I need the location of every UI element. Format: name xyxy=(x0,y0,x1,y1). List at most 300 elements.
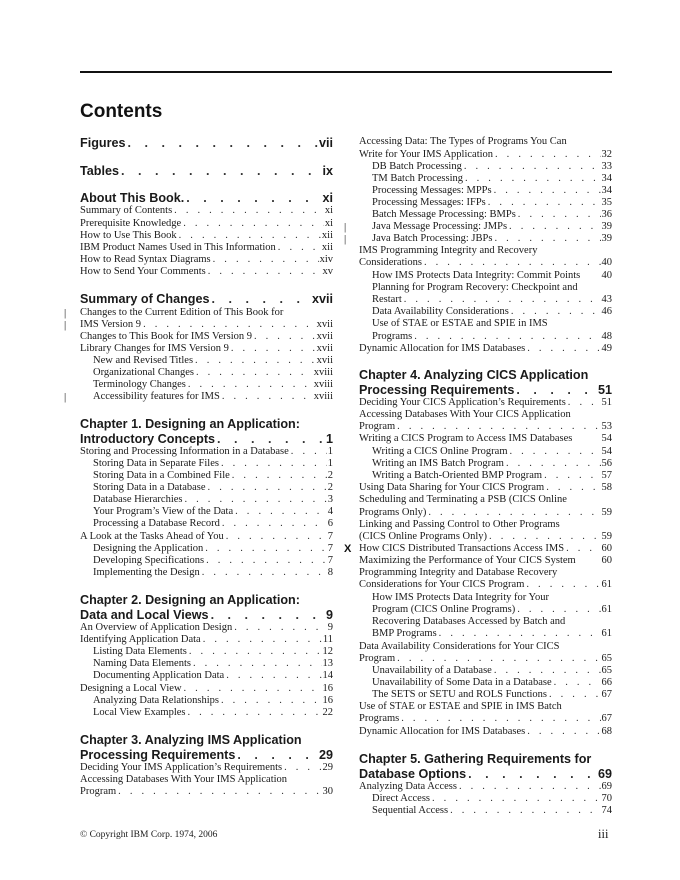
toc-entry-page: xi xyxy=(322,191,333,205)
toc-entry[interactable] xyxy=(80,518,333,530)
toc-entry[interactable] xyxy=(359,726,612,738)
toc-entry[interactable] xyxy=(80,432,333,447)
toc-entry-title: Accessing Databases With Your IMS Application xyxy=(80,774,288,785)
toc-entry-title: Chapter 5. Gathering Requirements for xyxy=(359,752,592,766)
dot-leader xyxy=(187,646,322,658)
toc-entry-title: Writing an IMS Batch Program xyxy=(372,457,504,469)
toc-entry[interactable] xyxy=(359,149,612,161)
dot-leader xyxy=(448,805,600,817)
toc-entry-title: An Overview of Application Design xyxy=(80,621,233,633)
toc-entry[interactable] xyxy=(80,622,333,634)
toc-entry-page: 58 xyxy=(601,481,612,493)
toc-entry[interactable] xyxy=(80,446,333,458)
dot-leader xyxy=(544,482,600,494)
toc-entry-page: 1 xyxy=(327,445,333,457)
toc-entry-title: Maximizing the Performance of Your CICS System xyxy=(359,554,576,566)
dot-leader xyxy=(191,658,322,670)
dot-leader xyxy=(507,446,600,458)
toc-entry-page: 39 xyxy=(601,220,612,232)
toc-entry[interactable] xyxy=(80,417,333,432)
dot-leader xyxy=(276,242,321,254)
toc-entry[interactable] xyxy=(80,343,333,355)
dot-leader xyxy=(201,634,322,646)
toc-entry-page: 70 xyxy=(601,792,612,804)
toc-entry-title: Chapter 4. Analyzing CICS Application xyxy=(359,368,589,382)
toc-entry-title: Chapter 3. Analyzing IMS Application xyxy=(80,733,302,747)
revision-bar: | xyxy=(64,391,67,403)
toc-entry[interactable] xyxy=(80,266,333,278)
toc-entry[interactable] xyxy=(359,482,612,494)
toc-entry[interactable] xyxy=(359,781,612,793)
dot-leader xyxy=(181,218,324,230)
dot-leader xyxy=(566,397,601,409)
toc-entry-title: Implementing the Design xyxy=(93,566,200,578)
dot-leader xyxy=(119,164,322,179)
toc-entry[interactable] xyxy=(359,793,612,805)
toc-entry-page: 61 xyxy=(601,603,612,615)
toc-entry[interactable] xyxy=(80,254,333,266)
toc-entry[interactable] xyxy=(80,506,333,518)
toc-entry[interactable] xyxy=(80,136,333,151)
toc-entry-title: Library Changes for IMS Version 9 xyxy=(80,342,229,354)
dot-leader xyxy=(219,458,327,470)
toc-entry[interactable] xyxy=(359,579,612,591)
toc-entry[interactable] xyxy=(80,355,333,367)
dot-leader xyxy=(462,161,601,173)
toc-entry[interactable] xyxy=(80,707,333,719)
toc-entry-title: Listing Data Elements xyxy=(93,645,187,657)
toc-entry-title: Introductory Concepts xyxy=(80,432,216,446)
toc-entry[interactable] xyxy=(359,592,612,604)
toc-entry[interactable] xyxy=(359,409,612,421)
toc-entry[interactable] xyxy=(80,331,333,343)
toc-entry[interactable] xyxy=(80,683,333,695)
toc-entry-title: Changes to This Book for IMS Version 9 xyxy=(80,330,252,342)
toc-entry-title: Deciding Your IMS Application’s Requirements xyxy=(80,761,283,773)
toc-entry[interactable] xyxy=(359,282,612,294)
toc-entry[interactable] xyxy=(359,233,612,245)
toc-entry-title: Recovering Databases Accessed by Batch and xyxy=(372,616,566,627)
toc-entry-title: TM Batch Processing xyxy=(372,172,463,184)
toc-entry-title: Processing a Database Record xyxy=(93,517,220,529)
toc-entry[interactable] xyxy=(80,543,333,555)
toc-entry-page: 40 xyxy=(601,269,612,281)
toc-entry[interactable] xyxy=(80,531,333,543)
toc-entry-page: 65 xyxy=(601,652,612,664)
toc-entry[interactable] xyxy=(359,470,612,482)
dot-leader xyxy=(186,379,313,391)
revision-bar: | xyxy=(344,221,347,233)
toc-entry-title: Storing and Processing Information in a Database xyxy=(80,445,289,457)
dot-leader xyxy=(422,257,601,269)
toc-entry-page: 32 xyxy=(601,148,612,160)
toc-entry-title: Analyzing Data Access xyxy=(359,780,457,792)
toc-entry[interactable] xyxy=(359,343,612,355)
toc-entry[interactable] xyxy=(80,205,333,217)
toc-entry-title: Unavailability of a Database xyxy=(372,664,492,676)
revision-bar: | xyxy=(64,307,67,319)
toc-entry[interactable] xyxy=(359,136,612,148)
toc-entry[interactable] xyxy=(359,245,612,257)
toc-entry[interactable] xyxy=(359,805,612,817)
toc-entry-page: 22 xyxy=(322,706,333,718)
toc-entry-title: How to Read Syntax Diagrams xyxy=(80,253,211,265)
dot-leader xyxy=(204,555,327,567)
toc-entry-title: Your Program’s View of the Data xyxy=(93,505,234,517)
toc-entry-page: 43 xyxy=(601,293,612,305)
dot-leader xyxy=(232,622,327,634)
toc-entry[interactable] xyxy=(359,270,612,282)
toc-entry-title: Designing the Application xyxy=(93,542,204,554)
toc-entry[interactable] xyxy=(80,319,333,331)
toc-entry-title: Processing Messages: IFPs xyxy=(372,196,486,208)
dot-leader xyxy=(209,608,325,623)
toc-entry-page: 1 xyxy=(325,432,333,446)
toc-entry[interactable] xyxy=(359,494,612,506)
toc-entry[interactable] xyxy=(80,748,333,763)
toc-entry-title: Prerequisite Knowledge xyxy=(80,217,182,229)
toc-entry[interactable] xyxy=(80,494,333,506)
toc-entry-title: About This Book. xyxy=(80,191,185,205)
toc-entry-page: 69 xyxy=(597,767,612,781)
toc-entry[interactable] xyxy=(359,397,612,409)
toc-entry[interactable] xyxy=(359,567,612,579)
toc-entry-title: Deciding Your CICS Application’s Requirements xyxy=(359,396,566,408)
toc-entry[interactable] xyxy=(359,221,612,233)
toc-entry-title: Processing Requirements xyxy=(80,748,236,762)
toc-entry-title: Summary of Changes xyxy=(80,292,210,306)
toc-entry-title: Terminology Changes xyxy=(93,378,186,390)
toc-entry[interactable] xyxy=(359,752,612,767)
toc-entry-title: Dynamic Allocation for IMS Databases xyxy=(359,725,526,737)
dot-leader xyxy=(516,209,601,221)
toc-entry-title: How to Use This Book xyxy=(80,229,177,241)
toc-entry-page: 34 xyxy=(601,172,612,184)
toc-entry[interactable] xyxy=(359,161,612,173)
toc-entry[interactable] xyxy=(80,164,333,179)
toc-entry[interactable] xyxy=(80,458,333,470)
toc-entry-page: 36 xyxy=(601,208,612,220)
toc-entry-title: Processing Requirements xyxy=(359,383,515,397)
revision-bar: | xyxy=(64,319,67,331)
dot-leader xyxy=(463,173,601,185)
toc-entry-page: 51 xyxy=(597,383,612,397)
dot-leader xyxy=(229,343,316,355)
toc-entry-page: 49 xyxy=(601,342,612,354)
toc-entry[interactable] xyxy=(359,701,612,713)
toc-entry[interactable] xyxy=(80,646,333,658)
page-title: Contents xyxy=(80,101,163,122)
toc-entry-page: 7 xyxy=(327,554,333,566)
toc-entry-title: Programs xyxy=(372,330,413,342)
toc-entry-page: 65 xyxy=(601,664,612,676)
toc-entry-page: 51 xyxy=(601,396,612,408)
toc-entry[interactable] xyxy=(80,292,333,307)
toc-entry-page: 54 xyxy=(601,445,612,457)
toc-entry[interactable] xyxy=(359,677,612,689)
toc-entry-title: Write for Your IMS Application xyxy=(359,148,494,160)
toc-entry[interactable] xyxy=(359,641,612,653)
toc-entry[interactable] xyxy=(359,331,612,343)
toc-entry-title: How IMS Protects Data Integrity for Your xyxy=(372,592,550,603)
toc-entry[interactable] xyxy=(359,368,612,383)
toc-entry[interactable] xyxy=(359,318,612,330)
change-x-marker: X xyxy=(344,543,352,555)
toc-entry[interactable] xyxy=(359,543,612,555)
toc-entry-title: A Look at the Tasks Ahead of You xyxy=(80,530,224,542)
dot-leader xyxy=(182,683,322,695)
toc-entry-page: ix xyxy=(322,164,333,178)
toc-entry[interactable] xyxy=(80,774,333,786)
toc-entry-title: Processing Messages: MPPs xyxy=(372,184,492,196)
dot-leader xyxy=(524,579,600,591)
toc-entry[interactable] xyxy=(80,593,333,608)
toc-entry-page: 34 xyxy=(601,184,612,196)
toc-entry-title: Planning for Program Recovery: Checkpoint and xyxy=(372,282,578,293)
dot-leader xyxy=(220,518,327,530)
dot-leader xyxy=(492,185,601,197)
page-number: iii xyxy=(598,827,609,841)
toc-entry[interactable] xyxy=(80,634,333,646)
dot-leader xyxy=(185,707,321,719)
toc-entry-page: 61 xyxy=(601,627,612,639)
toc-entry-page: 35 xyxy=(601,196,612,208)
toc-entry[interactable] xyxy=(80,191,333,206)
dot-leader xyxy=(289,446,327,458)
dot-leader xyxy=(486,197,601,209)
toc-entry-title: Documenting Application Data xyxy=(93,669,225,681)
toc-entry[interactable] xyxy=(359,185,612,197)
toc-entry-page: 12 xyxy=(322,645,333,657)
dot-leader xyxy=(184,191,321,206)
toc-entry-title: Writing a Batch-Oriented BMP Program xyxy=(372,469,543,481)
toc-entry[interactable] xyxy=(80,482,333,494)
toc-entry-page: 16 xyxy=(322,682,333,694)
toc-entry-page: 29 xyxy=(318,748,333,762)
toc-entry-page: 1 xyxy=(327,457,333,469)
toc-entry-page: 59 xyxy=(601,506,612,518)
toc-entry[interactable] xyxy=(80,379,333,391)
dot-leader xyxy=(430,793,600,805)
dot-leader xyxy=(507,221,600,233)
toc-entry-title: Sequential Access xyxy=(372,804,449,816)
toc-entry-page: vii xyxy=(318,136,333,150)
toc-entry-title: Data and Local Views xyxy=(80,608,209,622)
toc-entry-page: xii xyxy=(321,229,333,241)
toc-entry-page: 69 xyxy=(601,780,612,792)
toc-entry-title: Developing Specifications xyxy=(93,554,205,566)
toc-entry[interactable] xyxy=(359,458,612,470)
toc-entry-title: Designing a Local View xyxy=(80,682,182,694)
toc-entry-page: 2 xyxy=(327,469,333,481)
toc-entry-title: Identifying Application Data xyxy=(80,633,201,645)
toc-entry-page: 30 xyxy=(322,785,333,797)
dot-leader xyxy=(116,786,321,798)
toc-entry-page: 46 xyxy=(601,305,612,317)
toc-entry[interactable] xyxy=(359,689,612,701)
toc-entry-page: 68 xyxy=(601,725,612,737)
toc-entry-page: 57 xyxy=(601,469,612,481)
dot-leader xyxy=(514,383,597,398)
toc-entry[interactable] xyxy=(359,306,612,318)
toc-entry-title: Naming Data Elements xyxy=(93,657,191,669)
toc-entry-title: Java Message Processing: JMPs xyxy=(372,220,508,232)
toc-entry-title: Analyzing Data Relationships xyxy=(93,694,219,706)
toc-entry[interactable] xyxy=(359,294,612,306)
toc-entry[interactable] xyxy=(80,695,333,707)
toc-entry[interactable] xyxy=(80,242,333,254)
dot-leader xyxy=(487,531,600,543)
toc-entry[interactable] xyxy=(359,604,612,616)
dot-leader xyxy=(547,689,601,701)
toc-entry[interactable] xyxy=(80,670,333,682)
toc-entry[interactable] xyxy=(80,391,333,403)
toc-entry-page: xvii xyxy=(316,354,333,366)
toc-entry[interactable] xyxy=(359,665,612,677)
toc-entry-title: Storing Data in a Database xyxy=(93,481,206,493)
toc-entry-page: xi xyxy=(324,204,333,216)
dot-leader xyxy=(525,343,600,355)
toc-entry[interactable] xyxy=(359,507,612,519)
toc-entry[interactable] xyxy=(359,433,612,445)
toc-entry-page: 56 xyxy=(601,457,612,469)
toc-entry-title: Storing Data in a Combined File xyxy=(93,469,230,481)
toc-entry[interactable] xyxy=(359,197,612,209)
toc-entry[interactable] xyxy=(359,767,612,782)
toc-entry[interactable] xyxy=(359,519,612,531)
dot-leader xyxy=(515,604,600,616)
dot-leader xyxy=(172,205,324,217)
dot-leader xyxy=(194,367,313,379)
toc-entry-title: Scheduling and Terminating a PSB (CICS Online xyxy=(359,494,567,505)
toc-entry-title: Writing a CICS Program to Access IMS Databases xyxy=(359,432,573,444)
toc-entry-title: Summary of Contents xyxy=(80,204,173,216)
dot-leader xyxy=(200,567,327,579)
toc-entry[interactable] xyxy=(359,446,612,458)
toc-entry[interactable] xyxy=(80,470,333,482)
toc-entry[interactable] xyxy=(359,421,612,433)
toc-entry[interactable] xyxy=(80,367,333,379)
toc-entry-title: Considerations xyxy=(359,256,422,268)
toc-entry-title: Chapter 1. Designing an Application: xyxy=(80,417,300,431)
dot-leader xyxy=(509,306,601,318)
toc-entry-page: 66 xyxy=(601,676,612,688)
toc-entry-page: 67 xyxy=(601,688,612,700)
dot-leader xyxy=(141,319,316,331)
toc-entry-title: IMS Programming Integrity and Recovery xyxy=(359,245,538,256)
toc-entry-title: Program xyxy=(359,420,396,432)
toc-entry-page: 60 xyxy=(601,542,612,554)
toc-entry-page: 13 xyxy=(322,657,333,669)
dot-leader xyxy=(233,506,327,518)
toc-entry[interactable] xyxy=(80,555,333,567)
dot-leader xyxy=(402,294,601,306)
toc-entry-title: Chapter 2. Designing an Application: xyxy=(80,593,300,607)
dot-leader xyxy=(235,748,318,763)
toc-entry[interactable] xyxy=(80,567,333,579)
toc-entry-title: The SETS or SETU and ROLS Functions xyxy=(372,688,547,700)
toc-entry-title: How CICS Distributed Transactions Access IMS xyxy=(359,542,565,554)
toc-entry-page: 74 xyxy=(601,804,612,816)
dot-leader xyxy=(252,331,316,343)
toc-entry[interactable] xyxy=(80,733,333,748)
toc-entry-title: Database Hierarchies xyxy=(93,493,183,505)
toc-entry-page: 54 xyxy=(601,432,612,444)
toc-entry-page: xii xyxy=(321,241,333,253)
toc-entry-title: Program (CICS Online Programs) xyxy=(372,603,516,615)
toc-entry-page: 2 xyxy=(327,481,333,493)
toc-entry[interactable] xyxy=(359,383,612,398)
toc-entry-title: Java Batch Processing: JBPs xyxy=(372,232,493,244)
toc-entry-page: xvii xyxy=(316,318,333,330)
toc-entry-title: Dynamic Allocation for IMS Databases xyxy=(359,342,526,354)
toc-entry[interactable] xyxy=(80,762,333,774)
toc-entry-title: Local View Examples xyxy=(93,706,186,718)
toc-entry[interactable] xyxy=(359,713,612,725)
toc-entry[interactable] xyxy=(359,616,612,628)
toc-entry-page: 33 xyxy=(601,160,612,172)
toc-entry-page: 53 xyxy=(601,420,612,432)
dot-leader xyxy=(564,543,600,555)
toc-entry-page: 8 xyxy=(327,566,333,578)
toc-entry-title: Programs xyxy=(359,712,400,724)
toc-entry-page: 48 xyxy=(601,330,612,342)
toc-entry[interactable] xyxy=(80,218,333,230)
toc-entry[interactable] xyxy=(359,628,612,640)
toc-entry[interactable] xyxy=(80,786,333,798)
toc-entry-title: Use of STAE or ESTAE and SPIE in IMS xyxy=(372,318,548,329)
toc-entry-page: 60 xyxy=(601,554,612,566)
dot-leader xyxy=(282,762,321,774)
toc-entry-page: xv xyxy=(322,265,333,277)
toc-entry[interactable] xyxy=(80,608,333,623)
toc-entry-title: Accessibility features for IMS xyxy=(93,390,220,402)
dot-leader xyxy=(493,149,600,161)
dot-leader xyxy=(209,292,311,307)
toc-entry[interactable] xyxy=(80,307,333,319)
toc-entry-title: Batch Message Processing: BMPs xyxy=(372,208,516,220)
toc-entry-title: Use of STAE or ESTAE and SPIE in IMS Batch xyxy=(359,701,562,712)
toc-entry[interactable] xyxy=(80,230,333,242)
toc-entry-page: 40 xyxy=(601,256,612,268)
toc-entry-page: 4 xyxy=(327,505,333,517)
dot-leader xyxy=(426,507,600,519)
toc-entry-page: 9 xyxy=(327,621,333,633)
toc-entry-title: New and Revised Titles xyxy=(93,354,194,366)
toc-entry[interactable] xyxy=(359,173,612,185)
dot-leader xyxy=(492,665,601,677)
toc-entry-title: Program xyxy=(80,785,117,797)
toc-entry-title: How IMS Protects Data Integrity: Commit Points xyxy=(372,269,581,281)
toc-entry-page: 7 xyxy=(327,542,333,554)
toc-entry[interactable] xyxy=(359,555,612,567)
toc-entry-title: How to Send Your Comments xyxy=(80,265,206,277)
toc-entry-title: Organizational Changes xyxy=(93,366,194,378)
dot-leader xyxy=(215,432,325,447)
toc-entry-title: Unavailability of Some Data in a Database xyxy=(372,676,552,688)
toc-entry[interactable] xyxy=(359,531,612,543)
toc-entry[interactable] xyxy=(359,653,612,665)
toc-entry-title: DB Batch Processing xyxy=(372,160,462,172)
toc-entry[interactable] xyxy=(359,209,612,221)
toc-entry[interactable] xyxy=(80,658,333,670)
dot-leader xyxy=(542,470,600,482)
toc-entry-page: xi xyxy=(324,217,333,229)
toc-entry-page: 61 xyxy=(601,578,612,590)
toc-entry-title: Programs Only) xyxy=(359,506,427,518)
toc-entry-page: 59 xyxy=(601,530,612,542)
toc-entry[interactable] xyxy=(359,257,612,269)
